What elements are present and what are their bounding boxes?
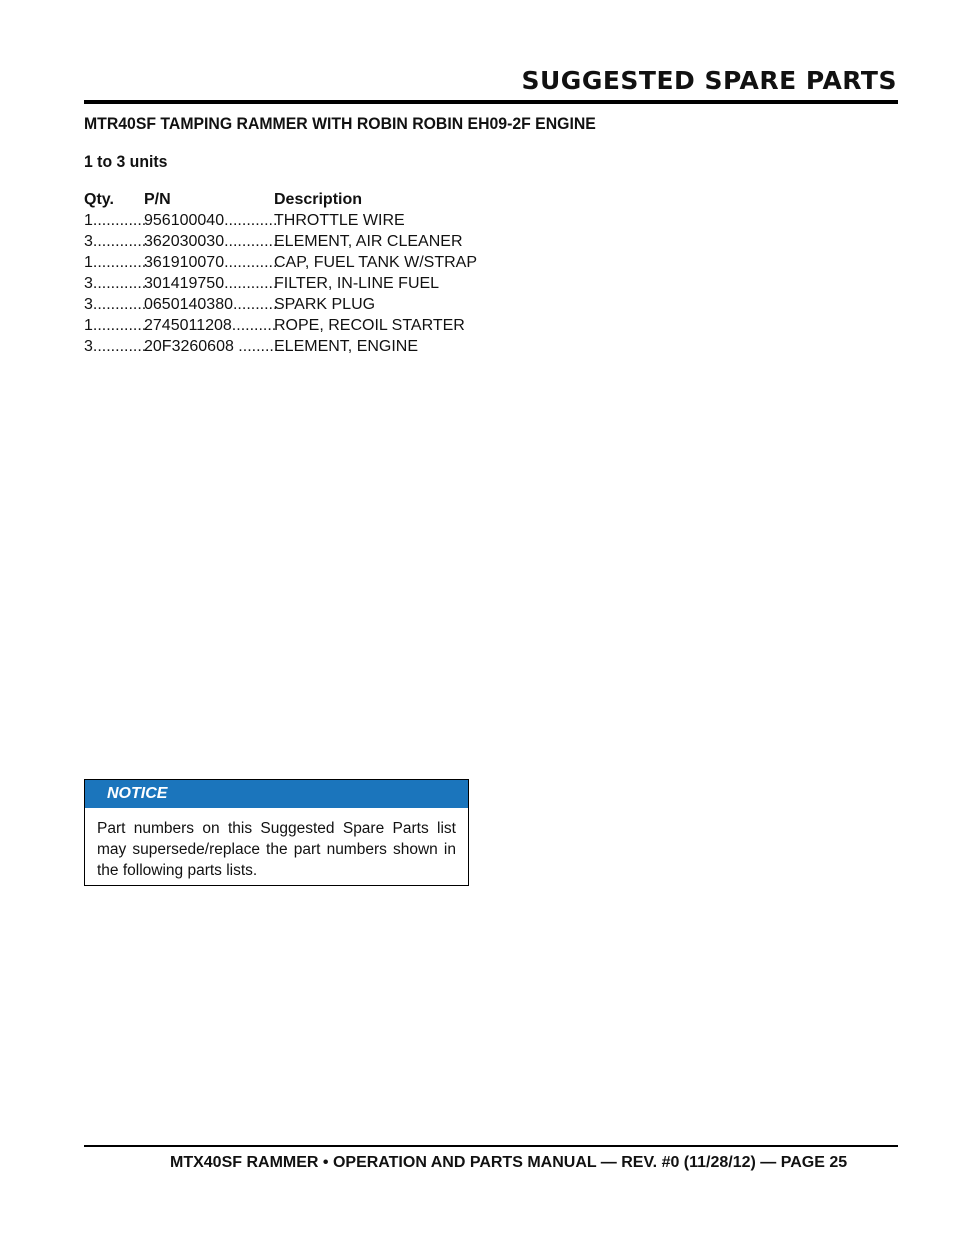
row-part-number: 956100040............ [144, 212, 278, 229]
row-qty: 3............ [84, 338, 147, 355]
table-row [84, 315, 477, 336]
column-header-description: Description [274, 191, 363, 208]
row-description: ROPE, RECOIL STARTER [274, 317, 465, 334]
row-qty: 3............ [84, 296, 147, 313]
column-header-pn: P/N [144, 191, 171, 208]
row-qty: 3............ [84, 275, 147, 292]
row-description: ELEMENT, ENGINE [274, 338, 419, 355]
row-part-number: 362030030............ [144, 233, 278, 250]
row-qty: 3............ [84, 233, 147, 250]
page-footer: MTX40SF RAMMER • OPERATION AND PARTS MANUAL — REV. #0 (11/28/12) — PAGE 25 [170, 1154, 848, 1171]
table-row [84, 231, 477, 252]
notice-text: Part numbers on this Suggested Spare Parts list may supersede/replace the part numbers shown in the following parts lists. [97, 820, 456, 879]
column-header-qty: Qty. [84, 191, 114, 208]
row-qty: 1............ [84, 317, 147, 334]
row-qty: 1............ [84, 212, 147, 229]
row-part-number: 2745011208.......... [144, 317, 277, 334]
row-part-number: 301419750............ [144, 275, 278, 292]
row-description: THROTTLE WIRE [274, 212, 405, 229]
table-row [84, 294, 477, 315]
notice-header: NOTICE [85, 780, 468, 808]
page-title: SUGGESTED SPARE PARTS [521, 66, 897, 95]
table-row [84, 273, 477, 294]
parts-table [84, 189, 477, 357]
row-part-number: 20F3260608 ......... [144, 338, 279, 355]
row-description: FILTER, IN-LINE FUEL [274, 275, 440, 292]
table-row [84, 252, 477, 273]
section-subtitle: MTR40SF TAMPING RAMMER WITH ROBIN ROBIN EH09-2F ENGINE [84, 114, 596, 133]
row-part-number: 361910070............ [144, 254, 278, 271]
title-rule [84, 100, 898, 104]
row-qty: 1............ [84, 254, 147, 271]
row-description: SPARK PLUG [274, 296, 376, 313]
table-row [84, 210, 477, 231]
notice-box [84, 779, 469, 886]
row-description: CAP, FUEL TANK W/STRAP [274, 254, 478, 271]
row-description: ELEMENT, AIR CLEANER [274, 233, 463, 250]
row-part-number: 0650140380.......... [144, 296, 278, 313]
parts-table-header [84, 189, 477, 210]
table-row [84, 336, 477, 357]
units-heading: 1 to 3 units [84, 152, 168, 171]
footer-rule [84, 1145, 898, 1147]
